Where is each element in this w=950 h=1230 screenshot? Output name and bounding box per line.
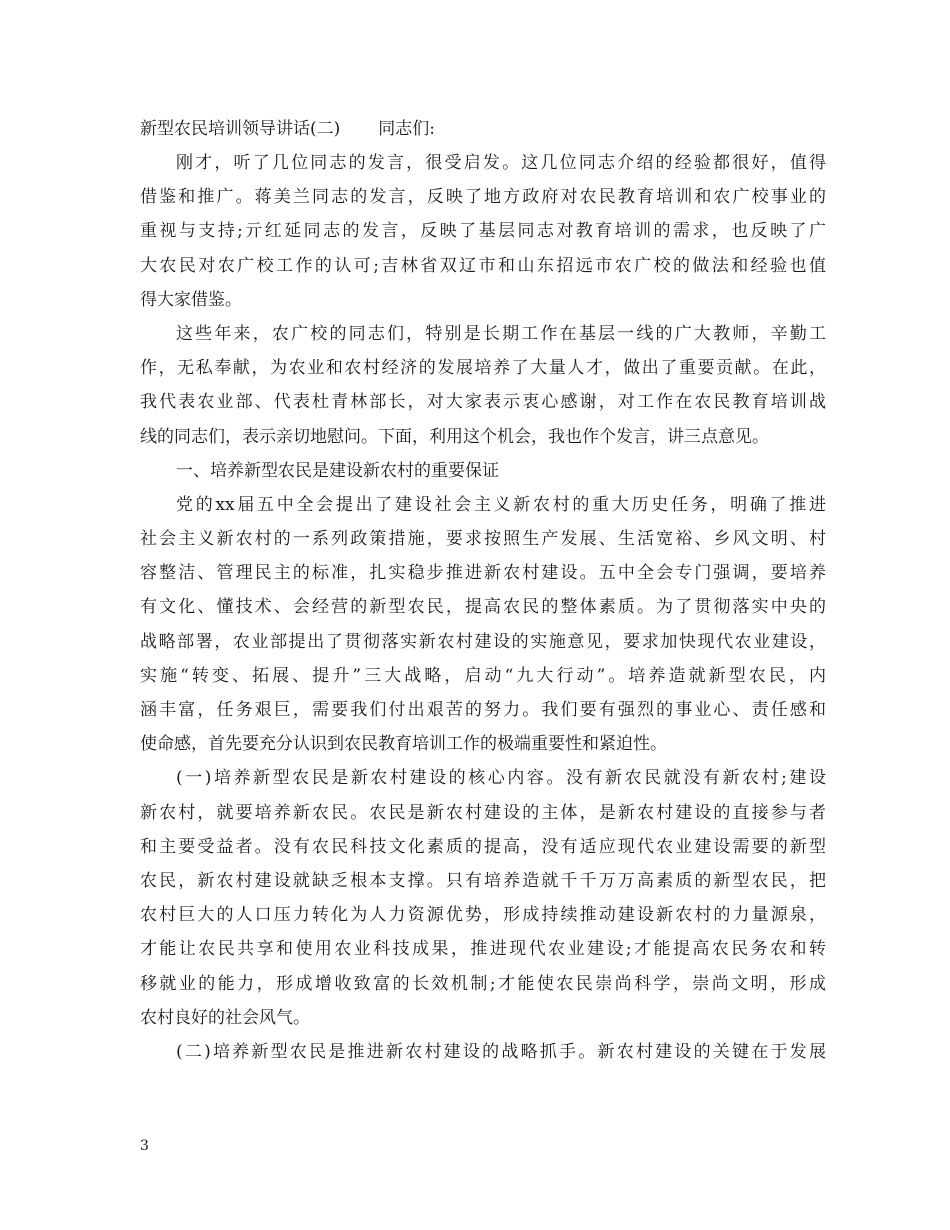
text-line: 才能让农民共享和使用农业科技成果，推进现代农业建设;才能提高农民务农和转 bbox=[140, 939, 826, 960]
text-line: 这些年来，农广校的同志们，特别是长期工作在基层一线的广大教师，辛勤工 bbox=[176, 323, 826, 344]
text-line: 农村巨大的人口压力转化为人力资源优势，形成持续推动建设新农村的力量源泉， bbox=[140, 905, 826, 926]
text-line: 重视与支持;亓红延同志的发言，反映了基层同志对教育培训的需求，也反映了广 bbox=[140, 221, 826, 242]
text-line: 涵丰富，任务艰巨，需要我们付出艰苦的努力。我们要有强烈的事业心、责任感和 bbox=[140, 700, 826, 720]
document-title: 新型农民培训领导讲话(二) bbox=[140, 119, 341, 139]
paragraph bbox=[140, 488, 826, 762]
text-line: 社会主义新农村的一系列政策措施，要求按照生产发展、生活宽裕、乡风文明、村 bbox=[140, 529, 826, 550]
text-line: (一)培养新型农民是新农村建设的核心内容。没有新农民就没有新农村;建设 bbox=[176, 768, 826, 789]
paragraph bbox=[140, 1035, 826, 1069]
text-line: 刚才，听了几位同志的发言，很受启发。这几位同志介绍的经验都很好，值得 bbox=[176, 153, 826, 173]
paragraph bbox=[140, 454, 826, 488]
text-line: 大农民对农广校工作的认可;吉林省双辽市和山东招远市农广校的做法和经验也值 bbox=[140, 255, 826, 276]
text-line: 容整洁、管理民主的标准，扎实稳步推进新农村建设。五中全会专门强调，要培养 bbox=[140, 563, 826, 584]
text-line: 线的同志们，表示亲切地慰问。下面，利用这个机会，我也作个发言，讲三点意见。 bbox=[140, 426, 769, 447]
text-line: 得大家借鉴。 bbox=[140, 289, 242, 310]
text-line: 党的xx届五中全会提出了建设社会主义新农村的重大历史任务，明确了推进 bbox=[176, 494, 826, 515]
text-line: 和主要受益者。没有农民科技文化素质的提高，没有适应现代农业建设需要的新型 bbox=[140, 836, 826, 857]
text-line: 移就业的能力，形成增收致富的长效机制;才能使农民崇尚科学，崇尚文明，形成 bbox=[140, 973, 826, 994]
text-line: 借鉴和推广。蒋美兰同志的发言，反映了地方政府对农民教育培训和农广校事业的 bbox=[140, 187, 826, 208]
text-line: 农村良好的社会风气。 bbox=[140, 1007, 310, 1028]
text-line: 新农村，就要培养新农民。农民是新农村建设的主体，是新农村建设的直接参与者 bbox=[140, 802, 826, 823]
document-body bbox=[140, 146, 826, 1069]
text-line: 实施“转变、拓展、提升”三大战略，启动“九大行动”。培养造就新型农民，内 bbox=[140, 665, 826, 686]
text-line: (二)培养新型农民是推进新农村建设的战略抓手。新农村建设的关键在于发展 bbox=[176, 1041, 826, 1062]
text-line: 战略部署，农业部提出了贯彻落实新农村建设的实施意见，要求加快现代农业建设， bbox=[140, 631, 826, 652]
paragraph bbox=[140, 146, 826, 317]
title-row bbox=[140, 112, 826, 146]
text-line: 使命感，首先要充分认识到农民教育培训工作的极端重要性和紧迫性。 bbox=[140, 734, 667, 755]
paragraph bbox=[140, 761, 826, 1035]
text-line: 一、培养新型农民是建设新农村的重要保证 bbox=[176, 460, 499, 481]
document-page bbox=[140, 112, 826, 1069]
text-line: 有文化、懂技术、会经营的新型农民，提高农民的整体素质。为了贯彻落实中央的 bbox=[140, 597, 826, 618]
text-line: 农民，新农村建设就缺乏根本支撑。只有培养造就千千万万高素质的新型农民，把 bbox=[140, 870, 826, 891]
text-line: 作，无私奉献，为农业和农村经济的发展培养了大量人才，做出了重要贡献。在此， bbox=[140, 358, 826, 379]
paragraph bbox=[140, 317, 826, 454]
page-number: 3 bbox=[140, 1138, 149, 1154]
text-line: 我代表农业部、代表杜青林部长，对大家表示衷心感谢，对工作在农民教育培训战 bbox=[140, 392, 826, 413]
greeting: 同志们: bbox=[378, 119, 435, 139]
